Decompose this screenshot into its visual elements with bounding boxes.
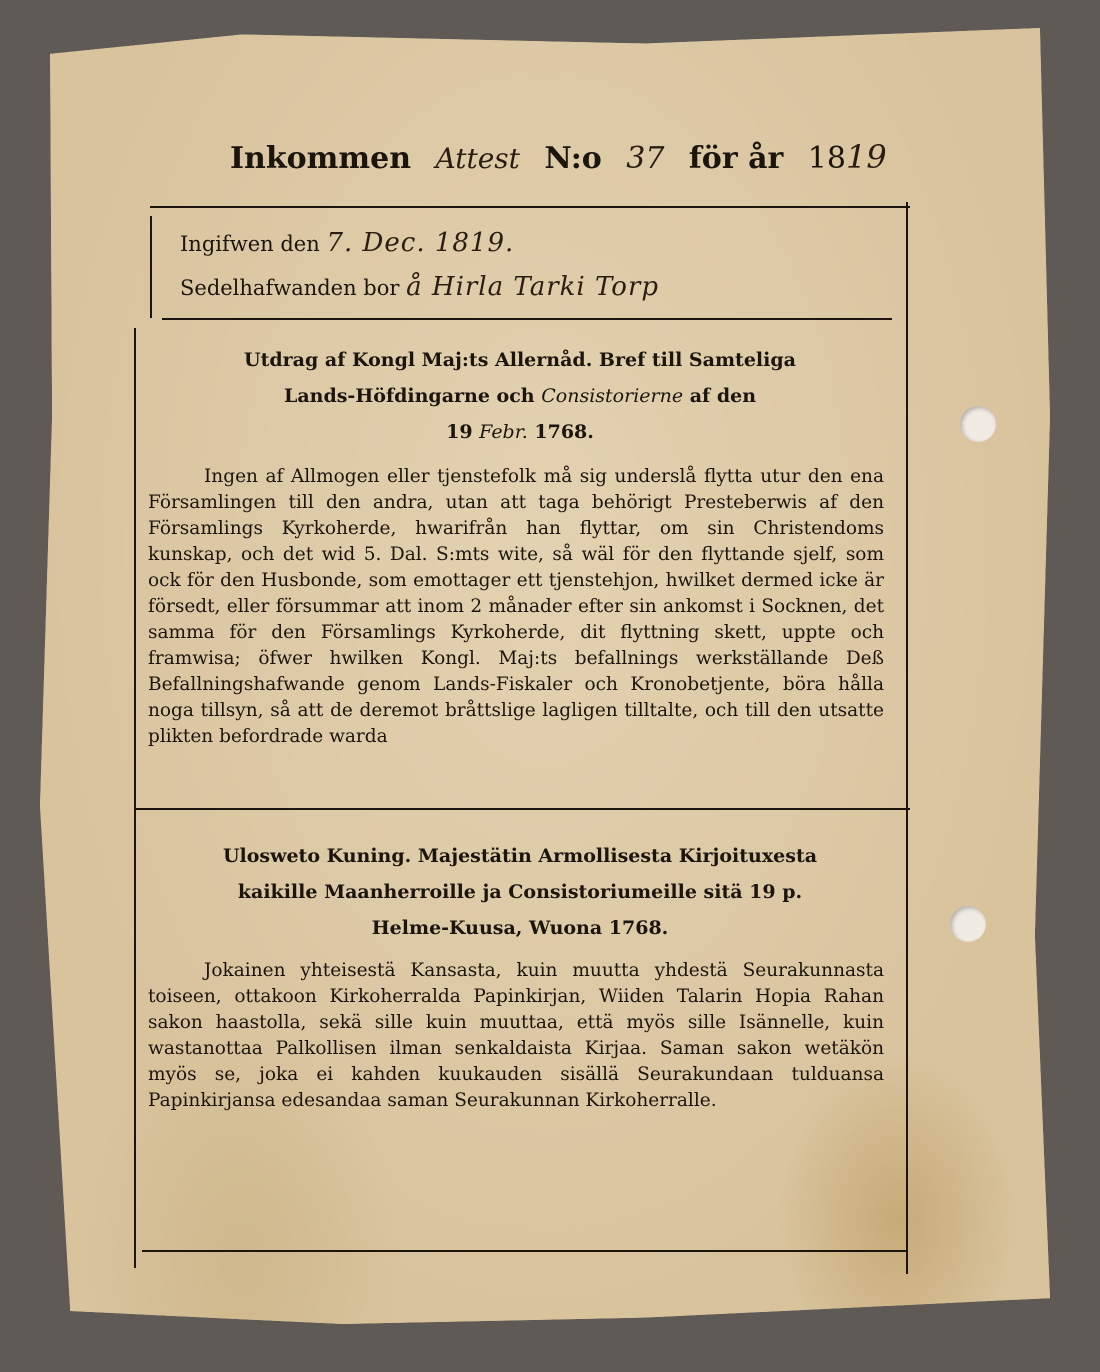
frame-right-rule xyxy=(906,202,908,1274)
swedish-title-line3-italic: Febr. xyxy=(479,421,528,443)
heading-handwritten-type: Attest xyxy=(435,142,520,175)
swedish-title-line3-b: 1768. xyxy=(534,421,594,443)
given-label: Ingifwen den xyxy=(180,232,320,256)
heading-year-handwritten: 19 xyxy=(845,138,887,176)
heading-year-label: för år xyxy=(688,141,784,176)
swedish-title-line2-italic: Consistorierne xyxy=(541,385,684,407)
holder-value: å Hirla Tarki Torp xyxy=(406,272,660,302)
swedish-body-text: Ingen af Allmogen eller tjenstefolk må sig underslå flytta utur den ena Församlingen till den andra, utan att taga behörigt Presteberwis af den Församlings Kyrkoherde, hwarifrån han flyttar, om sin Christendoms kunskap, och det wid 5. Dal. S:mts wite, så wäl för den flyttande sjelf, som ock för den Husbonde, som emottager ett tjenstehjon, hwilket dermed icke är försedt, eller försummar att inom 2 månader efter sin ankomst i Socknen, det samma för den Församlings Kyrkoherde, dit flyttning skett, uppte och framwisa; öfwer hwilken Kongl. Maj:ts befallnings werkställande Deß Befallningshafwande genom Lands-Fiskaler och Kronobetjente, böra hålla noga tillsyn, så att de deremot bråttslige lagligen tilltalte, och till den utsatte plikten befordrade warda xyxy=(148,466,884,747)
swedish-title xyxy=(150,342,890,450)
swedish-title-line1: Utdrag af Kongl Maj:ts Allernåd. Bref till Samteliga xyxy=(244,349,796,371)
heading-inkommen: Inkommen xyxy=(230,141,412,176)
swedish-title-line2-b: af den xyxy=(689,385,757,407)
given-row xyxy=(180,228,514,258)
punch-hole-lower xyxy=(950,906,986,942)
given-value: 7. Dec. 1819. xyxy=(326,228,515,258)
finnish-body-text: Jokainen yhteisestä Kansasta, kuin muutta yhdestä Seurakunnasta toiseen, ottakoon Kirkoherralda Papinkirjan, Wiiden Talarin Hopia Rahan sakon haastolla, sekä sille kuin muuttaa, että myös sille Isännelle, kuin wastanottaa Palkollisen ilman senkaldaista Kirjaa. Saman sakon wetäkön myös se, joka ei kahden kuukauden sisällä Seurakundaan tulduansa Papinkirjansa edesandaa saman Seurakunnan Kirkoherralle. xyxy=(148,960,884,1111)
header-divider-rule xyxy=(162,318,892,320)
heading-year-printed: 18 xyxy=(807,141,846,176)
swedish-title-line3 xyxy=(150,414,890,450)
form-heading xyxy=(230,138,887,178)
holder-label: Sedelhafwanden bor xyxy=(180,276,400,300)
frame-left-rule xyxy=(134,328,136,1268)
heading-handwritten-number: 37 xyxy=(626,141,665,176)
frame-bottom-rule xyxy=(142,1250,908,1252)
swedish-title-line2-a: Lands-Höfdingarne och xyxy=(283,385,535,407)
finnish-title-line2: kaikille Maanherroille ja Consistoriumeille sitä 19 p. xyxy=(237,881,803,903)
frame-header-left xyxy=(150,216,152,318)
finnish-body xyxy=(148,958,884,1114)
swedish-body xyxy=(148,464,884,750)
swedish-title-line3-a: 19 xyxy=(446,421,473,443)
holder-row xyxy=(180,272,659,302)
finnish-title xyxy=(150,838,890,946)
swedish-title-line2 xyxy=(150,378,890,414)
heading-number-label: N:o xyxy=(544,141,602,176)
finnish-title-line3: Helme-Kuusa, Wuona 1768. xyxy=(371,917,669,939)
frame-top-rule xyxy=(150,206,910,208)
finnish-title-line1: Ulosweto Kuning. Majestätin Armollisesta Kirjoituxesta xyxy=(222,845,818,867)
section-divider-rule xyxy=(134,808,910,810)
punch-hole-upper xyxy=(960,406,996,442)
